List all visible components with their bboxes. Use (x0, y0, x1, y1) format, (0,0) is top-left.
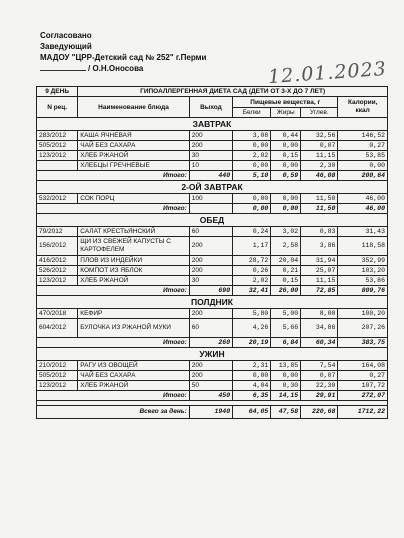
meal-title: ЗАВТРАК (37, 118, 388, 131)
dish-fats: 20,04 (271, 256, 301, 266)
dish-carbs: 7,54 (301, 361, 338, 371)
dish-name: ХЛЕБЦЫ ГРЕЧНЕВЫЕ (78, 161, 189, 171)
dish-calories: 46,00 (338, 194, 388, 204)
dish-calories: 118,58 (338, 237, 388, 256)
total-calories: 272,07 (338, 391, 388, 401)
dish-carbs: 25,07 (301, 266, 338, 276)
dish-carbs: 11,50 (301, 194, 338, 204)
dish-name: САЛАТ КРЕСТЬЯНСКИЙ (78, 227, 189, 237)
dish-fats: 0,21 (271, 266, 301, 276)
meal-section-header (37, 181, 388, 194)
dish-output: 200 (189, 237, 232, 256)
dish-fats: 5,66 (271, 319, 301, 338)
dish-output: 10 (189, 161, 232, 171)
dish-calories: 146,52 (338, 131, 388, 141)
total-proteins: 5,10 (233, 171, 271, 181)
dish-row (37, 381, 388, 391)
dish-carbs: 0,07 (301, 141, 338, 151)
dish-proteins: 1,17 (233, 237, 271, 256)
grand-total-label: Всего за день: (37, 406, 190, 419)
signature-blank (40, 70, 86, 71)
approval-block (40, 30, 206, 74)
dish-name: РАГУ ИЗ ОВОЩЕЙ (78, 361, 189, 371)
total-carbs: 46,08 (301, 171, 338, 181)
dish-fats: 0,30 (271, 381, 301, 391)
meal-title: ПОЛДНИК (37, 296, 388, 309)
dish-output: 60 (189, 227, 232, 237)
total-proteins: 20,19 (233, 338, 271, 348)
dish-fats: 0,44 (271, 131, 301, 141)
dish-fats: 0,00 (271, 161, 301, 171)
total-fats: 0,00 (271, 204, 301, 214)
dish-calories: 53,85 (338, 151, 388, 161)
dish-fats: 5,00 (271, 309, 301, 319)
total-proteins: 32,41 (233, 286, 271, 296)
dish-row (37, 194, 388, 204)
recipe-number: 79/2012 (37, 227, 78, 237)
dish-name: ХЛЕБ РЖАНОЙ (78, 151, 189, 161)
total-label: Итого: (37, 286, 190, 296)
approval-position: Заведующий (40, 42, 92, 51)
dish-fats: 0,00 (271, 194, 301, 204)
dish-proteins: 5,80 (233, 309, 271, 319)
dish-proteins: 0,26 (233, 266, 271, 276)
dish-carbs: 11,15 (301, 276, 338, 286)
section-total-row (37, 391, 388, 401)
recipe-number: 532/2012 (37, 194, 78, 204)
dish-row (37, 131, 388, 141)
section-total-row (37, 338, 388, 348)
dish-row (37, 276, 388, 286)
dish-carbs: 22,30 (301, 381, 338, 391)
dish-calories: 0,27 (338, 141, 388, 151)
proteins-header: Белки (233, 108, 271, 118)
dish-name: ПЛОВ ИЗ ИНДЕЙКИ (78, 256, 189, 266)
total-output: 690 (189, 286, 232, 296)
dish-carbs: 11,15 (301, 151, 338, 161)
total-label: Итого: (37, 204, 190, 214)
menu-table (36, 86, 388, 419)
recipe-number: 156/2012 (37, 237, 78, 256)
dish-calories: 100,20 (338, 309, 388, 319)
dish-calories: 0,27 (338, 371, 388, 381)
dish-name: СОК ПОРЦ (78, 194, 189, 204)
dish-row (37, 151, 388, 161)
recipe-number: 123/2012 (37, 276, 78, 286)
handwritten-date: 12.01.2023 (267, 57, 388, 89)
dish-row (37, 371, 388, 381)
dish-carbs: 34,86 (301, 319, 338, 338)
dish-name: ЧАЙ БЕЗ САХАРА (78, 141, 189, 151)
dish-proteins: 0,24 (233, 227, 271, 237)
grand-total-row (37, 406, 388, 419)
day-header: 9 ДЕНЬ (37, 87, 78, 97)
dish-output: 200 (189, 131, 232, 141)
dish-calories: 164,08 (338, 361, 388, 371)
dish-calories: 207,26 (338, 319, 388, 338)
dish-row (37, 319, 388, 338)
meal-title: 2-ОЙ ЗАВТРАК (37, 181, 388, 194)
dish-output: 200 (189, 309, 232, 319)
dish-calories: 107,72 (338, 381, 388, 391)
total-output: 450 (189, 391, 232, 401)
total-fats: 14,15 (271, 391, 301, 401)
total-fats: 26,00 (271, 286, 301, 296)
dish-row (37, 227, 388, 237)
dish-fats: 0,15 (271, 276, 301, 286)
approval-signer: / О.Н.Оносова (88, 64, 144, 73)
recipe-number-header: N рец. (37, 97, 78, 118)
dish-proteins: 2,31 (233, 361, 271, 371)
dish-calories: 31,43 (338, 227, 388, 237)
dish-carbs: 3,86 (301, 237, 338, 256)
dish-calories: 103,20 (338, 266, 388, 276)
dish-name-header: Наименование блюда (78, 97, 189, 118)
recipe-number (37, 161, 78, 171)
section-total-row (37, 204, 388, 214)
grand-total-carbs: 220,68 (301, 406, 338, 419)
calories-header: Калории, ккал (338, 97, 388, 118)
recipe-number: 416/2012 (37, 256, 78, 266)
dish-calories: 53,86 (338, 276, 388, 286)
dish-name: БУЛОЧКА ИЗ РЖАНОЙ МУКИ (78, 319, 189, 338)
dish-carbs: 31,94 (301, 256, 338, 266)
dish-fats: 0,00 (271, 141, 301, 151)
nutrients-header: Пищевые вещества, г (233, 97, 338, 108)
recipe-number: 123/2012 (37, 151, 78, 161)
approval-signature-line (40, 63, 206, 74)
dish-output: 200 (189, 141, 232, 151)
dish-proteins: 4,26 (233, 319, 271, 338)
grand-total-proteins: 64,05 (233, 406, 271, 419)
total-calories: 200,64 (338, 171, 388, 181)
dish-output: 200 (189, 361, 232, 371)
dish-name: КАША ЯЧНЕВАЯ (78, 131, 189, 141)
total-label: Итого: (37, 171, 190, 181)
dish-name: КЕФИР (78, 309, 189, 319)
total-label: Итого: (37, 338, 190, 348)
dish-output: 50 (189, 381, 232, 391)
dish-fats: 0,15 (271, 151, 301, 161)
dish-row (37, 361, 388, 371)
recipe-number: 123/2012 (37, 381, 78, 391)
recipe-number: 505/2012 (37, 371, 78, 381)
dish-output: 30 (189, 276, 232, 286)
dish-name: ЩИ ИЗ СВЕЖЕЙ КАПУСТЫ С КАРТОФЕЛЕМ (78, 237, 189, 256)
dish-row (37, 266, 388, 276)
dish-output: 200 (189, 266, 232, 276)
section-total-row (37, 286, 388, 296)
recipe-number: 505/2012 (37, 141, 78, 151)
meal-section-header (37, 118, 388, 131)
carbs-header: Углев. (301, 108, 338, 118)
dish-output: 60 (189, 319, 232, 338)
grand-total-fats: 47,58 (271, 406, 301, 419)
dish-name: ЧАЙ БЕЗ САХАРА (78, 371, 189, 381)
total-carbs: 29,91 (301, 391, 338, 401)
approval-organization: МАДОУ "ЦРР-Детский сад № 252" г.Перми (40, 53, 207, 62)
fats-header: Жиры (271, 108, 301, 118)
diet-title: ГИПОАЛЛЕРГЕННАЯ ДИЕТА САД (ДЕТИ ОТ 3-Х ДО 7 ЛЕТ) (78, 87, 388, 97)
dish-proteins: 0,00 (233, 371, 271, 381)
dish-proteins: 4,04 (233, 381, 271, 391)
dish-row (37, 161, 388, 171)
dish-calories: 352,99 (338, 256, 388, 266)
dish-carbs: 8,00 (301, 309, 338, 319)
dish-carbs: 2,30 (301, 161, 338, 171)
total-fats: 0,59 (271, 171, 301, 181)
dish-carbs: 0,07 (301, 371, 338, 381)
meal-section-header (37, 348, 388, 361)
dish-proteins: 2,02 (233, 151, 271, 161)
dish-fats: 0,00 (271, 371, 301, 381)
dish-output: 30 (189, 151, 232, 161)
total-output: 440 (189, 171, 232, 181)
total-calories: 383,75 (338, 338, 388, 348)
dish-row (37, 141, 388, 151)
total-calories: 46,00 (338, 204, 388, 214)
recipe-number: 210/2012 (37, 361, 78, 371)
output-header: Выход (189, 97, 232, 118)
dish-name: ХЛЕБ РЖАНОЙ (78, 381, 189, 391)
total-output: 260 (189, 338, 232, 348)
meal-title: УЖИН (37, 348, 388, 361)
dish-output: 100 (189, 194, 232, 204)
dish-name: КОМПОТ ИЗ ЯБЛОК (78, 266, 189, 276)
grand-total-output: 1940 (189, 406, 232, 419)
total-label: Итого: (37, 391, 190, 401)
menu-body (37, 118, 388, 419)
dish-proteins: 0,00 (233, 161, 271, 171)
dish-row (37, 309, 388, 319)
dish-carbs: 0,83 (301, 227, 338, 237)
dish-proteins: 28,72 (233, 256, 271, 266)
dish-calories: 0,00 (338, 161, 388, 171)
recipe-number: 470/2018 (37, 309, 78, 319)
dish-row (37, 237, 388, 256)
total-carbs: 11,50 (301, 204, 338, 214)
total-output (189, 204, 232, 214)
total-proteins: 6,35 (233, 391, 271, 401)
recipe-number: 283/2012 (37, 131, 78, 141)
meal-title: ОБЕД (37, 214, 388, 227)
recipe-number: 604/2012 (37, 319, 78, 338)
dish-row (37, 256, 388, 266)
dish-fats: 3,02 (271, 227, 301, 237)
total-carbs: 60,34 (301, 338, 338, 348)
dish-carbs: 32,56 (301, 131, 338, 141)
dish-output: 200 (189, 256, 232, 266)
total-proteins: 0,00 (233, 204, 271, 214)
dish-proteins: 0,00 (233, 194, 271, 204)
section-total-row (37, 171, 388, 181)
grand-total-calories: 1712,22 (338, 406, 388, 419)
dish-name: ХЛЕБ РЖАНОЙ (78, 276, 189, 286)
total-fats: 6,84 (271, 338, 301, 348)
meal-section-header (37, 296, 388, 309)
dish-proteins: 3,08 (233, 131, 271, 141)
dish-proteins: 2,02 (233, 276, 271, 286)
total-calories: 809,76 (338, 286, 388, 296)
meal-section-header (37, 214, 388, 227)
dish-output: 200 (189, 371, 232, 381)
approval-title: Согласовано (40, 31, 92, 40)
dish-fats: 13,85 (271, 361, 301, 371)
recipe-number: 526/2012 (37, 266, 78, 276)
dish-proteins: 0,00 (233, 141, 271, 151)
dish-fats: 2,58 (271, 237, 301, 256)
total-carbs: 72,85 (301, 286, 338, 296)
